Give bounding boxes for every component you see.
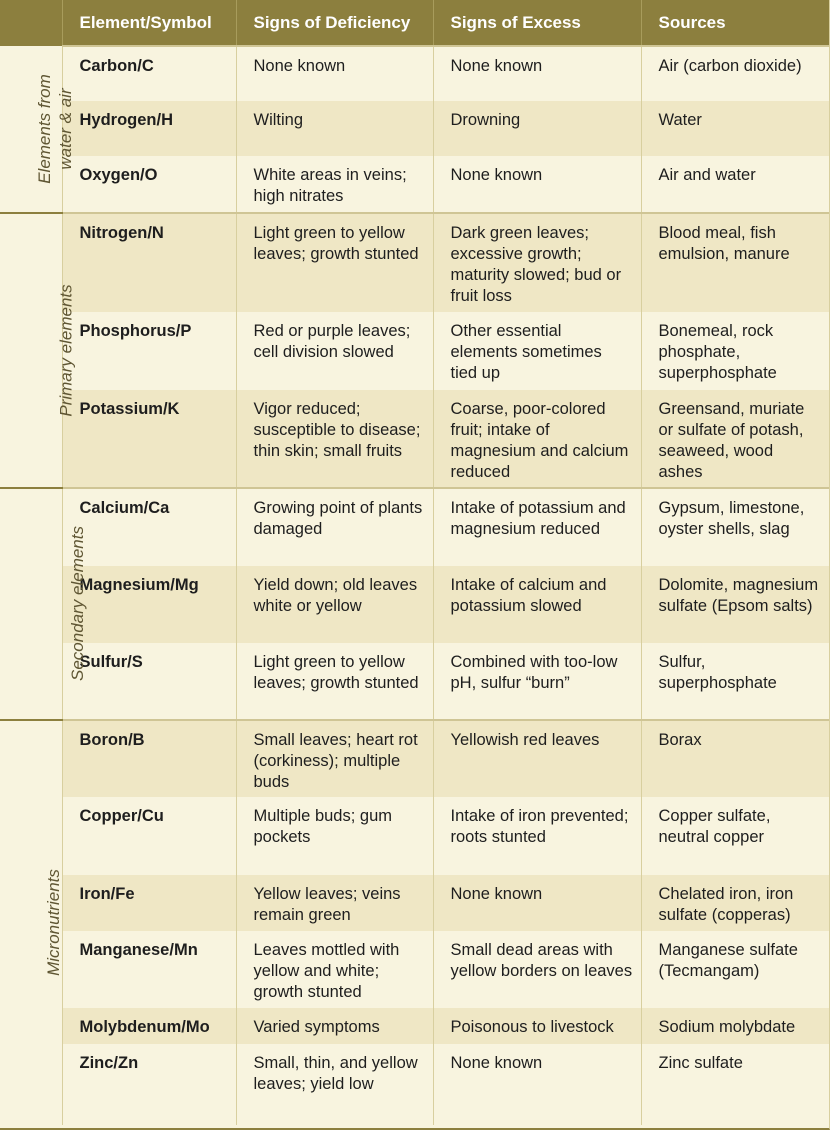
sources-cell: Borax (641, 720, 829, 797)
sources-cell: Zinc sulfate (641, 1044, 829, 1125)
element-symbol-cell: Potassium/K (62, 390, 236, 488)
table-row (0, 46, 829, 101)
sources-cell: Water (641, 101, 829, 156)
excess-cell: Yellowish red leaves (433, 720, 641, 797)
deficiency-cell: White areas in veins; high nitrates (236, 156, 433, 213)
excess-cell: None known (433, 875, 641, 931)
group-label-line: Elements from (34, 73, 54, 184)
deficiency-cell: Leaves mottled with yellow and white; growth stunted (236, 931, 433, 1008)
table-row (0, 931, 829, 1008)
excess-cell: Poisonous to livestock (433, 1008, 641, 1044)
deficiency-cell: Varied symptoms (236, 1008, 433, 1044)
element-symbol-cell: Carbon/C (62, 46, 236, 101)
sources-cell: Dolomite, magnesium sulfate (Epsom salts) (641, 566, 829, 643)
element-symbol-cell: Zinc/Zn (62, 1044, 236, 1125)
table-row (0, 213, 829, 312)
group-label-cell (0, 720, 62, 1125)
element-symbol-cell: Calcium/Ca (62, 488, 236, 566)
deficiency-cell: Wilting (236, 101, 433, 156)
table-row (0, 488, 829, 566)
table-row (0, 643, 829, 720)
deficiency-cell: Light green to yellow leaves; growth stunted (236, 213, 433, 312)
excess-cell: Intake of iron prevented; roots stunted (433, 797, 641, 875)
group-label-line: Secondary elements (67, 526, 87, 681)
excess-cell: Small dead areas with yellow borders on leaves (433, 931, 641, 1008)
element-symbol-cell: Boron/B (62, 720, 236, 797)
excess-cell: Drowning (433, 101, 641, 156)
deficiency-cell: Light green to yellow leaves; growth stunted (236, 643, 433, 720)
deficiency-cell: Small leaves; heart rot (corkiness); multiple buds (236, 720, 433, 797)
element-symbol-cell: Hydrogen/H (62, 101, 236, 156)
sources-cell: Gypsum, limestone, oyster shells, slag (641, 488, 829, 566)
sources-cell: Air (carbon dioxide) (641, 46, 829, 101)
group-label-line: water & air (55, 87, 75, 170)
element-symbol-cell: Manganese/Mn (62, 931, 236, 1008)
sources-cell: Sulfur, superphosphate (641, 643, 829, 720)
table-row (0, 390, 829, 488)
element-symbol-cell: Phosphorus/P (62, 312, 236, 390)
excess-cell: Other essential elements sometimes tied up (433, 312, 641, 390)
table-row (0, 101, 829, 156)
deficiency-cell: Multiple buds; gum pockets (236, 797, 433, 875)
header-row (0, 0, 829, 46)
excess-cell: None known (433, 46, 641, 101)
sources-cell: Sodium molybdate (641, 1008, 829, 1044)
header-element-symbol: Element/Symbol (62, 0, 236, 46)
table-row (0, 720, 829, 797)
deficiency-cell: Yield down; old leaves white or yellow (236, 566, 433, 643)
deficiency-cell: Yellow leaves; veins remain green (236, 875, 433, 931)
element-symbol-cell: Iron/Fe (62, 875, 236, 931)
deficiency-cell: None known (236, 46, 433, 101)
excess-cell: Intake of potassium and magnesium reduced (433, 488, 641, 566)
deficiency-cell: Red or purple leaves; cell division slowed (236, 312, 433, 390)
group-label-cell (0, 213, 76, 488)
element-symbol-cell: Molybdenum/Mo (62, 1008, 236, 1044)
table-row (0, 312, 829, 390)
element-symbol-cell: Copper/Cu (62, 797, 236, 875)
table-row (0, 566, 829, 643)
excess-cell: None known (433, 1044, 641, 1125)
deficiency-cell: Vigor reduced; susceptible to disease; thin skin; small fruits (236, 390, 433, 488)
table-row (0, 1044, 829, 1125)
table-row (0, 156, 829, 213)
excess-cell: Coarse, poor-colored fruit; intake of magnesium and calcium reduced (433, 390, 641, 488)
excess-cell: Intake of calcium and potassium slowed (433, 566, 641, 643)
element-symbol-cell: Nitrogen/N (62, 213, 236, 312)
deficiency-cell: Growing point of plants damaged (236, 488, 433, 566)
sources-cell: Blood meal, fish emulsion, manure (641, 213, 829, 312)
group-label-cell (0, 488, 87, 720)
deficiency-cell: Small, thin, and yellow leaves; yield low (236, 1044, 433, 1125)
group-label (34, 74, 76, 184)
excess-cell: None known (433, 156, 641, 213)
group-label-line: Micronutrients (43, 869, 63, 976)
element-symbol-cell: Sulfur/S (62, 643, 236, 720)
group-label-line: Primary elements (56, 283, 76, 417)
table-row (0, 1008, 829, 1044)
group-label (67, 526, 88, 681)
table-row (0, 797, 829, 875)
sources-cell: Greensand, muriate or sulfate of potash, seaweed, wood ashes (641, 390, 829, 488)
sources-cell: Air and water (641, 156, 829, 213)
group-label (43, 869, 64, 976)
table-row (0, 875, 829, 931)
header-group-cell (0, 0, 62, 46)
sources-cell: Bonemeal, rock phosphate, superphosphate (641, 312, 829, 390)
element-symbol-cell: Oxygen/O (62, 156, 236, 213)
excess-cell: Dark green leaves; excessive growth; maturity slowed; bud or fruit loss (433, 213, 641, 312)
table-body (0, 46, 829, 1125)
element-symbol-cell: Magnesium/Mg (62, 566, 236, 643)
sources-cell: Manganese sulfate (Tecmangam) (641, 931, 829, 1008)
sources-cell: Chelated iron, iron sulfate (copperas) (641, 875, 829, 931)
header-sources: Sources (641, 0, 829, 46)
group-label-cell (0, 46, 75, 213)
sources-cell: Copper sulfate, neutral copper (641, 797, 829, 875)
group-label (56, 284, 77, 416)
header-signs-of-excess: Signs of Excess (433, 0, 641, 46)
header-signs-of-deficiency: Signs of Deficiency (236, 0, 433, 46)
excess-cell: Combined with too-low pH, sulfur “burn” (433, 643, 641, 720)
